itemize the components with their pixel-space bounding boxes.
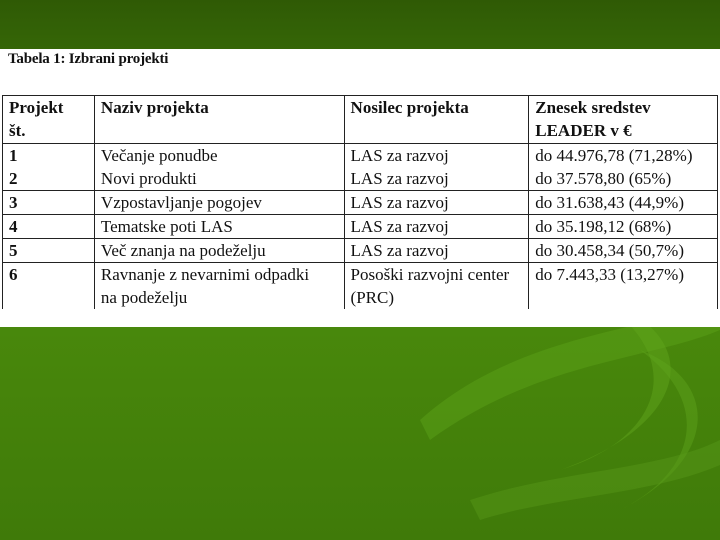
cell-name: Tematske poti LAS <box>94 215 344 239</box>
cell-name: Več znanja na podeželju <box>94 239 344 263</box>
table-row <box>3 144 718 168</box>
cell-holder: LAS za razvoj <box>344 144 529 168</box>
cell-holder-line1: Posoški razvojni center <box>350 265 510 284</box>
cell-amount: do 31.638,43 (44,9%) <box>529 191 718 215</box>
header-project-holder: Nosilec projekta <box>344 96 529 144</box>
cell-holder: LAS za razvoj <box>344 215 529 239</box>
document-image <box>0 49 720 327</box>
header-amount-line2: LEADER v € <box>535 121 632 140</box>
cell-holder: LAS za razvoj <box>344 167 529 191</box>
cell-amount: do 7.443,33 (13,27%) <box>529 263 718 310</box>
cell-holder: LAS za razvoj <box>344 239 529 263</box>
cell-name-line1: Ravnanje z nevarnimi odpadki <box>100 265 310 284</box>
cell-number: 3 <box>3 191 95 215</box>
cell-number: 2 <box>3 167 95 191</box>
header-project-number-line1: Projekt <box>9 98 64 117</box>
cell-amount: do 37.578,80 (65%) <box>529 167 718 191</box>
table-row <box>3 263 718 310</box>
cell-amount: do 30.458,34 (50,7%) <box>529 239 718 263</box>
table-header-row <box>3 96 718 144</box>
cell-name: Večanje ponudbe <box>94 144 344 168</box>
cell-number: 1 <box>3 144 95 168</box>
cell-number: 4 <box>3 215 95 239</box>
header-amount-line1: Znesek sredstev <box>535 98 651 117</box>
table-caption: Tabela 1: Izbrani projekti <box>8 51 169 67</box>
cell-holder: LAS za razvoj <box>344 191 529 215</box>
cell-amount: do 35.198,12 (68%) <box>529 215 718 239</box>
header-project-number-line2: št. <box>9 121 26 140</box>
header-amount <box>529 96 718 144</box>
table-row <box>3 215 718 239</box>
cell-number: 5 <box>3 239 95 263</box>
table-row <box>3 191 718 215</box>
cell-name <box>94 263 344 310</box>
table-row <box>3 239 718 263</box>
cell-holder <box>344 263 529 310</box>
header-project-number <box>3 96 95 144</box>
cell-name-line2: na podeželju <box>100 288 188 307</box>
table-row <box>3 167 718 191</box>
cell-number: 6 <box>3 263 95 310</box>
projects-table <box>2 95 718 309</box>
cell-name: Novi produkti <box>94 167 344 191</box>
cell-amount: do 44.976,78 (71,28%) <box>529 144 718 168</box>
header-project-name: Naziv projekta <box>94 96 344 144</box>
cell-holder-line2: (PRC) <box>350 288 395 307</box>
cell-name: Vzpostavljanje pogojev <box>94 191 344 215</box>
